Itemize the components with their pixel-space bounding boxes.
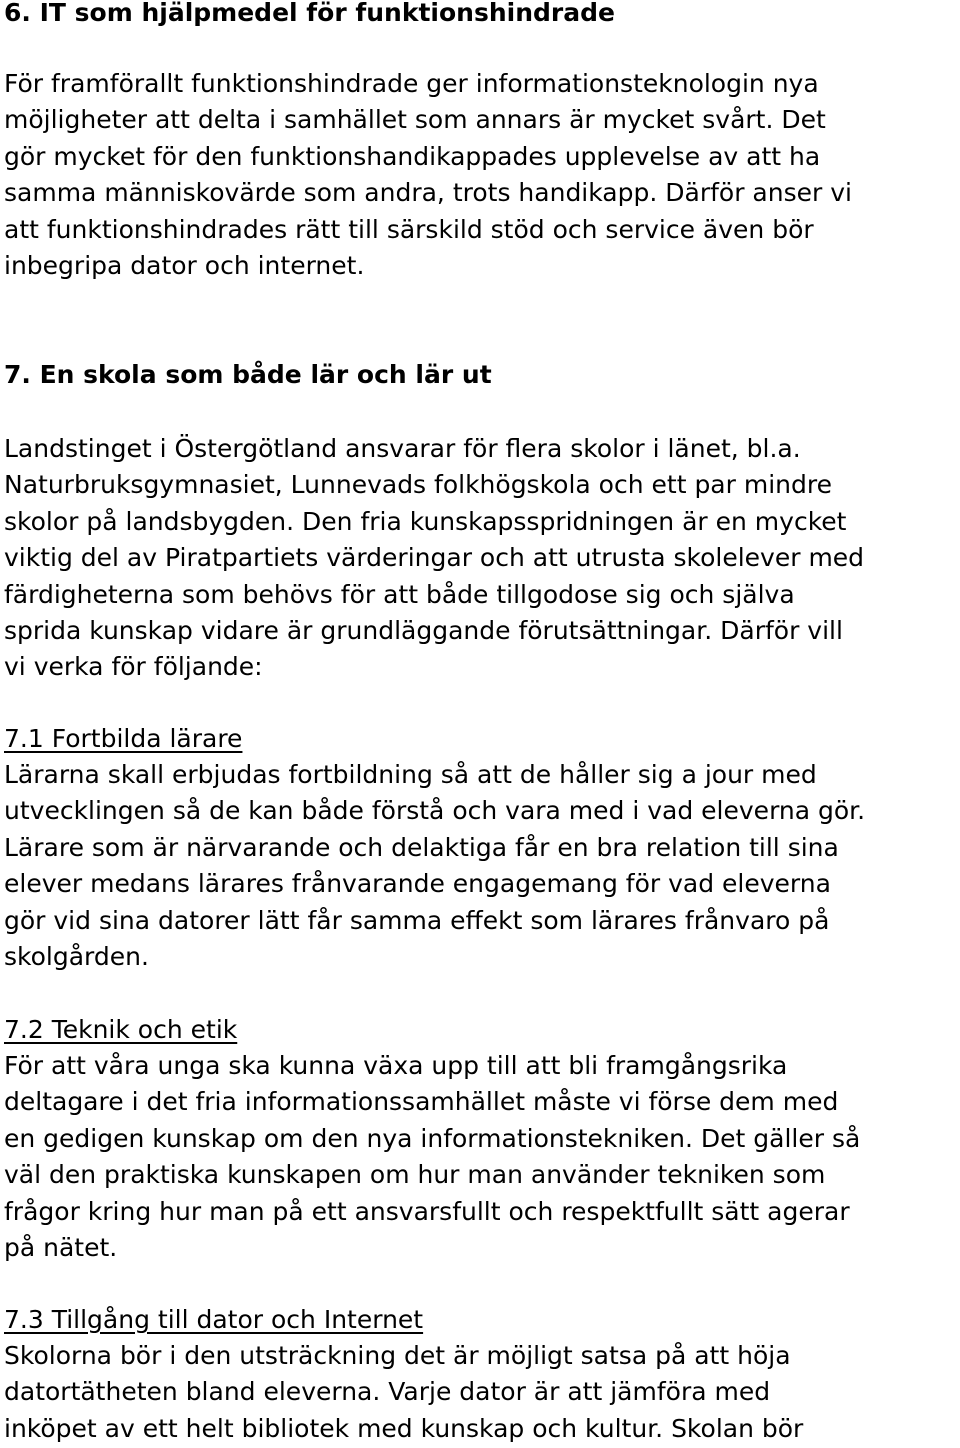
paragraph-line: deltagare i det fria informationssamhället måste vi förse dem med (4, 1087, 839, 1117)
paragraph-line: på nätet. (4, 1233, 118, 1263)
paragraph-line: Landstinget i Östergötland ansvarar för flera skolor i länet, bl.a. (4, 434, 801, 463)
paragraph-line: inbegripa dator och internet. (4, 251, 365, 281)
paragraph-line: Lärarna skall erbjudas fortbildning så att de håller sig a jour med (4, 760, 817, 789)
paragraph-line: gör mycket för den funktionshandikappades upplevelse av att ha (4, 141, 821, 171)
paragraph-line: Naturbruksgymnasiet, Lunnevads folkhögskola och ett par mindre (4, 470, 832, 500)
section-7-3-heading: 7.3 Tillgång till dator och Internet (4, 1305, 424, 1334)
paragraph-line: möjligheter att delta i samhället som annars är mycket svårt. Det (4, 105, 826, 135)
paragraph-line: skolgården. (4, 942, 149, 972)
paragraph-line: väl den praktiska kunskapen om hur man använder tekniken som (4, 1160, 826, 1190)
paragraph-line: skolor på landsbygden. Den fria kunskapsspridningen är en mycket (4, 506, 847, 536)
paragraph-line: För framförallt funktionshindrade ger informationsteknologin nya (4, 69, 819, 98)
paragraph-line: Lärare som är närvarande och delaktiga får en bra relation till sina (4, 832, 839, 862)
paragraph-line: viktig del av Piratpartiets värderingar och att utrusta skolelever med (4, 543, 865, 573)
section-6-paragraph (4, 66, 852, 284)
paragraph-line: färdigheterna som behövs för att både tillgodose sig och själva (4, 579, 795, 609)
section-7-2-paragraph (4, 1048, 860, 1266)
section-7-heading: 7. En skola som både lär och lär ut (4, 360, 492, 389)
section-7-paragraph (4, 431, 864, 686)
paragraph-line: samma människovärde som andra, trots handikapp. Därför anser vi (4, 178, 852, 208)
paragraph-line: gör vid sina datorer lätt får samma effekt som lärares frånvaro på (4, 905, 830, 935)
section-7-1-paragraph (4, 757, 865, 975)
paragraph-line: en gedigen kunskap om den nya informationstekniken. Det gäller så (4, 1123, 861, 1153)
paragraph-line: elever medans lärares frånvarande engagemang för vad eleverna (4, 869, 831, 899)
paragraph-line: frågor kring hur man på ett ansvarsfullt och respektfullt sätt agerar (4, 1196, 850, 1226)
paragraph-line: vi verka för följande: (4, 652, 263, 682)
paragraph-line: att funktionshindrades rätt till särskild stöd och service även bör (4, 214, 814, 244)
section-6-heading: 6. IT som hjälpmedel för funktionshindrade (4, 0, 615, 27)
section-7-3-paragraph (4, 1338, 803, 1447)
paragraph-line: Skolorna bör i den utsträckning det är möjligt satsa på att höja (4, 1341, 791, 1370)
paragraph-line: sprida kunskap vidare är grundläggande förutsättningar. Därför vill (4, 616, 843, 646)
paragraph-line: För att våra unga ska kunna växa upp till att bli framgångsrika (4, 1051, 788, 1080)
section-7-1-heading: 7.1 Fortbilda lärare (4, 724, 243, 753)
paragraph-line: datortätheten bland eleverna. Varje dator är att jämföra med (4, 1377, 771, 1407)
paragraph-line: inköpet av ett helt bibliotek med kunskap och kultur. Skolan bör (4, 1413, 804, 1443)
paragraph-line: utvecklingen så de kan både förstå och vara med i vad eleverna gör. (4, 796, 866, 826)
section-7-2-heading: 7.2 Teknik och etik (4, 1015, 238, 1044)
